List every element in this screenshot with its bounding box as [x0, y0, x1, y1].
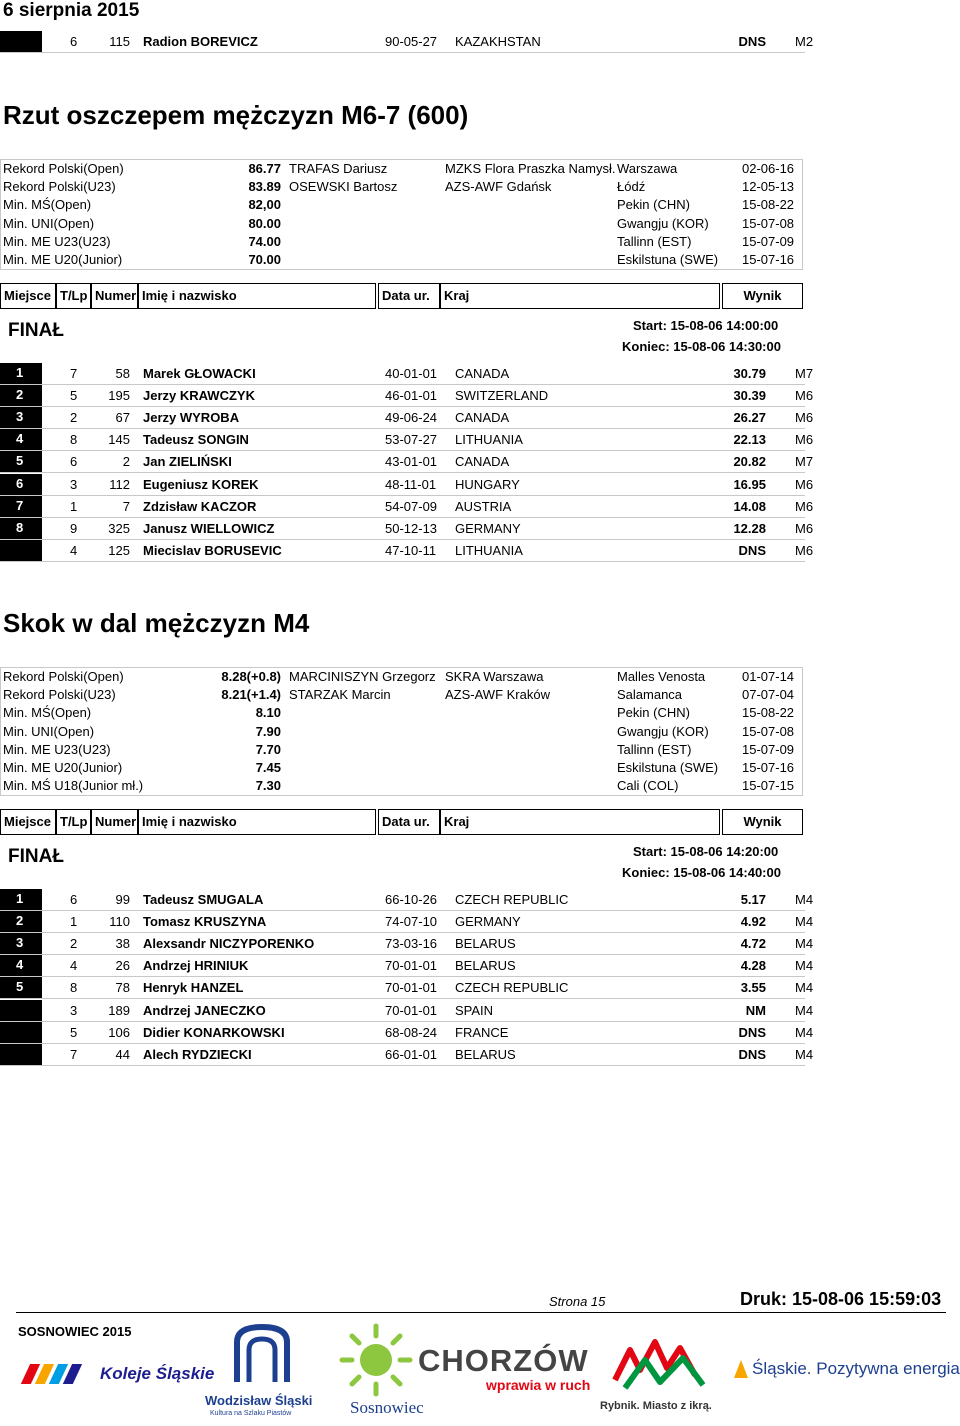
record-club: AZS-AWF Gdańsk [445, 179, 552, 195]
print-timestamp: Druk: 15-08-06 15:59:03 [740, 1289, 942, 1309]
name-cell: Zdzisław KACZOR [143, 498, 257, 514]
number-cell: 106 [108, 1024, 130, 1040]
country-cell: BELARUS [455, 1046, 516, 1062]
number-cell: 110 [109, 914, 130, 930]
record-label: Rekord Polski(Open) [3, 669, 124, 684]
record-place: Gwangju (KOR) [617, 723, 709, 739]
place-cell [0, 1044, 42, 1065]
name-cell: Jan ZIELIŃSKI [143, 454, 232, 470]
dob-cell: 40-01-01 [385, 366, 438, 381]
dob-cell: 74-07-10 [385, 914, 438, 930]
table-row [0, 889, 814, 911]
place-cell: 4 [0, 429, 42, 450]
number-cell: 195 [108, 388, 130, 404]
record-row [1, 251, 802, 269]
lp-cell: 5 [70, 1024, 78, 1040]
country-cell: GERMANY [455, 914, 521, 930]
category-cell: M7 [795, 454, 814, 470]
slaskie-mark-icon [732, 1358, 750, 1380]
dob-cell: 49-06-24 [385, 410, 438, 426]
record-label: Min. MŚ(Open) [3, 197, 92, 213]
record-label: Rekord Polski(U23) [3, 179, 116, 195]
category-cell: M4 [795, 958, 814, 974]
record-holder: MARCINISZYN Grzegorz [289, 669, 436, 684]
record-place: Salamanca [617, 687, 683, 703]
record-value: 7.45 [255, 759, 281, 775]
country-cell: LITHUANIA [455, 542, 523, 558]
record-value: 8.10 [255, 705, 281, 721]
place-cell: 5 [0, 977, 42, 998]
record-holder: TRAFAS Dariusz [289, 161, 388, 176]
place-cell: 7 [0, 496, 42, 517]
column-headers [0, 809, 803, 835]
header-tlp: T/Lp [56, 809, 91, 835]
record-value: 8.28(+0.8) [221, 669, 281, 684]
record-date: 02-06-16 [742, 161, 795, 176]
record-row [1, 233, 802, 251]
rybnik-logo: Rybnik. Miasto z ikrą. [600, 1330, 720, 1420]
records-table [0, 159, 803, 270]
start-time: Start: 15-08-06 14:00:00 [633, 318, 779, 333]
country-cell: CZECH REPUBLIC [455, 892, 569, 907]
date-heading: 6 sierpnia 2015 [3, 0, 140, 21]
result-cell: DNS [738, 34, 766, 49]
event-name: SOSNOWIEC 2015 [18, 1324, 132, 1339]
table-row [0, 540, 814, 562]
place-cell: 2 [0, 385, 42, 406]
table-row [0, 955, 814, 977]
name-cell: Marek GŁOWACKI [143, 366, 256, 381]
chorzow-logo: CHORZÓW wprawia w ruch [418, 1343, 591, 1393]
record-row [1, 704, 802, 722]
lp-cell: 8 [70, 432, 78, 448]
end-time: Koniec: 15-08-06 14:30:00 [622, 339, 781, 354]
category-cell: M6 [795, 498, 814, 514]
header-numer: Numer [91, 809, 138, 835]
category-cell: M7 [795, 366, 814, 381]
table-row [0, 1044, 814, 1066]
category-cell: M6 [795, 410, 814, 426]
lp-cell: 8 [70, 980, 78, 996]
lp-cell: 4 [70, 542, 78, 558]
record-value: 7.90 [255, 723, 281, 739]
record-club: MZKS Flora Praszka Namysł. [445, 161, 616, 176]
dob-cell: 66-01-01 [385, 1046, 438, 1062]
table-row [0, 363, 814, 385]
header-numer: Numer [91, 283, 138, 309]
country-cell: BELARUS [455, 958, 516, 974]
category-cell: M4 [795, 892, 814, 907]
record-value: 86.77 [248, 161, 281, 176]
category-cell: M4 [795, 1024, 814, 1040]
name-cell: Miecislav BORUSEVIC [143, 542, 282, 558]
record-value: 80.00 [248, 215, 281, 231]
dob-cell: 70-01-01 [385, 1002, 438, 1018]
number-cell: 7 [122, 498, 130, 514]
record-place: Eskilstuna (SWE) [617, 251, 719, 267]
record-label: Rekord Polski(Open) [3, 161, 124, 176]
place-cell: 3 [0, 407, 42, 428]
page-number: Strona 15 [549, 1294, 606, 1309]
lp-cell: 4 [70, 958, 78, 974]
record-date: 12-05-13 [742, 179, 795, 195]
number-cell: 38 [115, 936, 130, 952]
rybnik-people-icon [605, 1330, 715, 1395]
result-cell: DNS [738, 1024, 766, 1040]
lp-cell: 1 [70, 498, 78, 514]
category-cell: M6 [795, 476, 814, 492]
result-cell: 22.13 [733, 432, 766, 448]
name-cell: Alech RYDZIECKI [143, 1046, 252, 1062]
table-row [0, 407, 814, 429]
record-place: Malles Venosta [617, 669, 706, 684]
number-cell: 99 [115, 892, 130, 907]
end-time: Koniec: 15-08-06 14:40:00 [622, 865, 781, 880]
dob-cell: 66-10-26 [385, 892, 438, 907]
record-place: Tallinn (EST) [617, 233, 692, 249]
table-row [0, 518, 814, 540]
name-cell: Jerzy WYROBA [143, 410, 240, 426]
name-cell: Radion BOREVICZ [143, 34, 258, 49]
table-row [0, 31, 814, 53]
sosnowiec-logo: Sosnowiec [330, 1322, 430, 1422]
category-cell: M4 [795, 914, 814, 930]
table-row [0, 474, 814, 496]
result-cell: 5.17 [740, 892, 766, 907]
name-cell: Alexsandr NICZYPORENKO [143, 936, 315, 952]
record-place: Pekin (CHN) [617, 197, 690, 213]
slaskie-logo: Śląskie. Pozytywna energia [732, 1357, 960, 1383]
number-cell: 26 [115, 958, 130, 974]
number-cell: 189 [108, 1002, 130, 1018]
name-cell: Henryk HANZEL [143, 980, 244, 996]
record-place: Łódź [617, 179, 646, 195]
result-cell: 4.92 [740, 914, 766, 930]
table-row [0, 429, 814, 451]
koleje-stripes-icon [18, 1360, 108, 1388]
country-cell: CANADA [455, 454, 510, 470]
header-data: Data ur. [378, 809, 440, 835]
record-row [1, 668, 802, 686]
column-headers [0, 283, 803, 309]
category-cell: M2 [795, 34, 814, 49]
record-value: 7.70 [255, 741, 281, 757]
record-date: 15-08-22 [742, 705, 795, 721]
record-row [1, 215, 802, 233]
dob-cell: 70-01-01 [385, 980, 438, 996]
footer-divider [16, 1312, 946, 1313]
record-row [1, 686, 802, 704]
category-cell: M4 [795, 980, 814, 996]
record-date: 15-08-22 [742, 197, 795, 213]
dob-cell: 70-01-01 [385, 958, 438, 974]
country-cell: CANADA [455, 366, 510, 381]
table-row [0, 1000, 814, 1022]
country-cell: CANADA [455, 410, 510, 426]
table-row [0, 496, 814, 518]
number-cell: 78 [115, 980, 130, 996]
country-cell: SWITZERLAND [455, 388, 549, 404]
number-cell: 44 [115, 1046, 130, 1062]
record-value: 82,00 [248, 197, 281, 213]
event-title: Skok w dal mężczyzn M4 [3, 608, 310, 638]
record-date: 15-07-16 [742, 251, 795, 267]
record-label: Min. ME U20(Junior) [3, 759, 123, 775]
record-value: 8.21(+1.4) [221, 687, 281, 703]
record-label: Min. ME U20(Junior) [3, 251, 123, 267]
number-cell: 112 [109, 476, 130, 492]
country-cell: AUSTRIA [455, 498, 512, 514]
name-cell: Andrzej JANECZKO [143, 1002, 266, 1018]
record-value: 70.00 [248, 251, 281, 267]
country-cell: HUNGARY [455, 476, 520, 492]
wodzislaw-crest-icon [227, 1322, 297, 1392]
dob-cell: 54-07-09 [385, 498, 438, 514]
record-label: Min. MŚ U18(Junior mł.) [3, 778, 144, 794]
lp-cell: 7 [70, 1046, 78, 1062]
result-cell: NM [745, 1002, 766, 1018]
lp-cell: 7 [70, 366, 78, 381]
number-cell: 145 [108, 432, 130, 448]
table-row [0, 977, 814, 999]
record-place: Gwangju (KOR) [617, 215, 709, 231]
dob-cell: 48-11-01 [385, 476, 437, 492]
country-cell: CZECH REPUBLIC [455, 980, 569, 996]
header-wynik: Wynik [722, 283, 803, 309]
record-value: 83.89 [248, 179, 281, 195]
dob-cell: 90-05-27 [385, 34, 438, 49]
country-cell: SPAIN [455, 1002, 494, 1018]
record-value: 74.00 [248, 233, 281, 249]
record-date: 15-07-15 [742, 778, 795, 794]
record-row [1, 178, 802, 196]
place-cell: 1 [0, 363, 42, 384]
category-cell: M6 [795, 520, 814, 536]
record-place: Tallinn (EST) [617, 741, 692, 757]
number-cell: 115 [109, 34, 130, 49]
record-row [1, 160, 802, 178]
place-cell [0, 31, 42, 52]
table-row [0, 451, 814, 473]
number-cell: 58 [115, 366, 130, 381]
name-cell: Janusz WIELLOWICZ [143, 520, 275, 536]
country-cell: KAZAKHSTAN [455, 34, 541, 49]
koleje-slaskie-logo: Koleje Śląskie [18, 1360, 208, 1390]
number-cell: 67 [115, 410, 130, 426]
record-row [1, 741, 802, 759]
dob-cell: 73-03-16 [385, 936, 438, 952]
result-cell: 3.55 [740, 980, 766, 996]
dob-cell: 50-12-13 [385, 520, 438, 536]
category-cell: M4 [795, 936, 814, 952]
record-place: Pekin (CHN) [617, 705, 690, 721]
lp-cell: 2 [70, 936, 78, 952]
result-cell: 30.39 [733, 388, 766, 404]
lp-cell: 6 [70, 34, 78, 49]
name-cell: Didier KONARKOWSKI [143, 1024, 285, 1040]
result-cell: 16.95 [733, 476, 766, 492]
dob-cell: 43-01-01 [385, 454, 438, 470]
result-cell: 12.28 [733, 520, 766, 536]
record-club: AZS-AWF Kraków [445, 687, 550, 703]
place-cell: 8 [0, 518, 42, 539]
record-place: Warszawa [617, 161, 678, 176]
record-place: Cali (COL) [617, 778, 679, 794]
record-date: 01-07-14 [742, 669, 795, 684]
lp-cell: 1 [70, 914, 78, 930]
record-date: 15-07-08 [742, 723, 795, 739]
result-cell: 20.82 [733, 454, 766, 470]
wodzislaw-logo: Wodzisław Śląski Kultura na Szlaku Piastów [205, 1322, 315, 1422]
country-cell: BELARUS [455, 936, 516, 952]
record-date: 15-07-09 [742, 741, 795, 757]
record-label: Min. ME U23(U23) [3, 233, 111, 249]
record-holder: OSEWSKI Bartosz [289, 179, 398, 195]
dob-cell: 68-08-24 [385, 1024, 438, 1040]
category-cell: M4 [795, 1002, 814, 1018]
name-cell: Tadeusz SONGIN [143, 432, 249, 448]
category-cell: M4 [795, 1046, 814, 1062]
record-row [1, 777, 802, 795]
record-date: 07-07-04 [742, 687, 795, 703]
lp-cell: 2 [70, 410, 78, 426]
place-cell: 4 [0, 955, 42, 976]
lp-cell: 5 [70, 388, 78, 404]
record-holder: STARZAK Marcin [289, 687, 391, 703]
table-row [0, 385, 814, 407]
header-imie: Imię i nazwisko [138, 283, 376, 309]
table-row [0, 1022, 814, 1044]
record-label: Min. UNI(Open) [3, 215, 95, 231]
country-cell: FRANCE [455, 1024, 509, 1040]
result-cell: 14.08 [733, 498, 766, 514]
category-cell: M6 [795, 542, 814, 558]
lp-cell: 9 [70, 520, 78, 536]
number-cell: 325 [108, 520, 130, 536]
record-label: Min. ME U23(U23) [3, 741, 111, 757]
name-cell: Andrzej HRINIUK [143, 958, 249, 974]
result-cell: 26.27 [733, 410, 766, 426]
lp-cell: 3 [70, 1002, 78, 1018]
header-tlp: T/Lp [56, 283, 91, 309]
category-cell: M6 [795, 432, 814, 448]
result-cell: DNS [738, 542, 766, 558]
header-kraj: Kraj [440, 809, 720, 835]
record-row [1, 723, 802, 741]
place-cell: 1 [0, 889, 42, 910]
header-miejsce: Miejsce [0, 283, 56, 309]
place-cell [0, 540, 42, 561]
place-cell [0, 1000, 42, 1021]
lp-cell: 6 [70, 454, 78, 470]
name-cell: Jerzy KRAWCZYK [143, 388, 255, 404]
record-date: 15-07-16 [742, 759, 795, 775]
record-date: 15-07-09 [742, 233, 795, 249]
header-imie: Imię i nazwisko [138, 809, 376, 835]
record-club: SKRA Warszawa [445, 669, 544, 684]
records-table [0, 667, 803, 796]
result-cell: 4.28 [740, 958, 766, 974]
name-cell: Tomasz KRUSZYNA [143, 914, 267, 930]
record-row [1, 759, 802, 777]
record-label: Rekord Polski(U23) [3, 687, 116, 703]
final-label: FINAŁ [8, 320, 64, 341]
header-wynik: Wynik [722, 809, 803, 835]
header-miejsce: Miejsce [0, 809, 56, 835]
table-row [0, 933, 814, 955]
final-label: FINAŁ [8, 846, 64, 867]
place-cell: 6 [0, 474, 42, 495]
table-row [0, 911, 814, 933]
record-value: 7.30 [255, 778, 281, 794]
number-cell: 125 [108, 542, 130, 558]
record-place: Eskilstuna (SWE) [617, 759, 719, 775]
lp-cell: 3 [70, 476, 78, 492]
event-title: Rzut oszczepem mężczyzn M6-7 (600) [3, 100, 469, 130]
number-cell: 2 [122, 454, 130, 470]
sosnowiec-sun-icon [338, 1322, 418, 1398]
name-cell: Tadeusz SMUGALA [143, 892, 264, 907]
result-cell: 4.72 [740, 936, 766, 952]
dob-cell: 47-10-11 [385, 542, 437, 558]
lp-cell: 6 [70, 892, 78, 907]
record-date: 15-07-08 [742, 215, 795, 231]
header-kraj: Kraj [440, 283, 720, 309]
name-cell: Eugeniusz KOREK [143, 476, 259, 492]
dob-cell: 46-01-01 [385, 388, 438, 404]
start-time: Start: 15-08-06 14:20:00 [633, 844, 779, 859]
place-cell: 3 [0, 933, 42, 954]
header-data: Data ur. [378, 283, 440, 309]
record-row [1, 196, 802, 214]
category-cell: M6 [795, 388, 814, 404]
dob-cell: 53-07-27 [385, 432, 438, 448]
place-cell: 5 [0, 451, 42, 472]
country-cell: LITHUANIA [455, 432, 523, 448]
place-cell: 2 [0, 911, 42, 932]
country-cell: GERMANY [455, 520, 521, 536]
record-label: Min. UNI(Open) [3, 723, 95, 739]
place-cell [0, 1022, 42, 1043]
record-label: Min. MŚ(Open) [3, 705, 92, 721]
result-cell: DNS [738, 1046, 766, 1062]
result-cell: 30.79 [733, 366, 766, 381]
